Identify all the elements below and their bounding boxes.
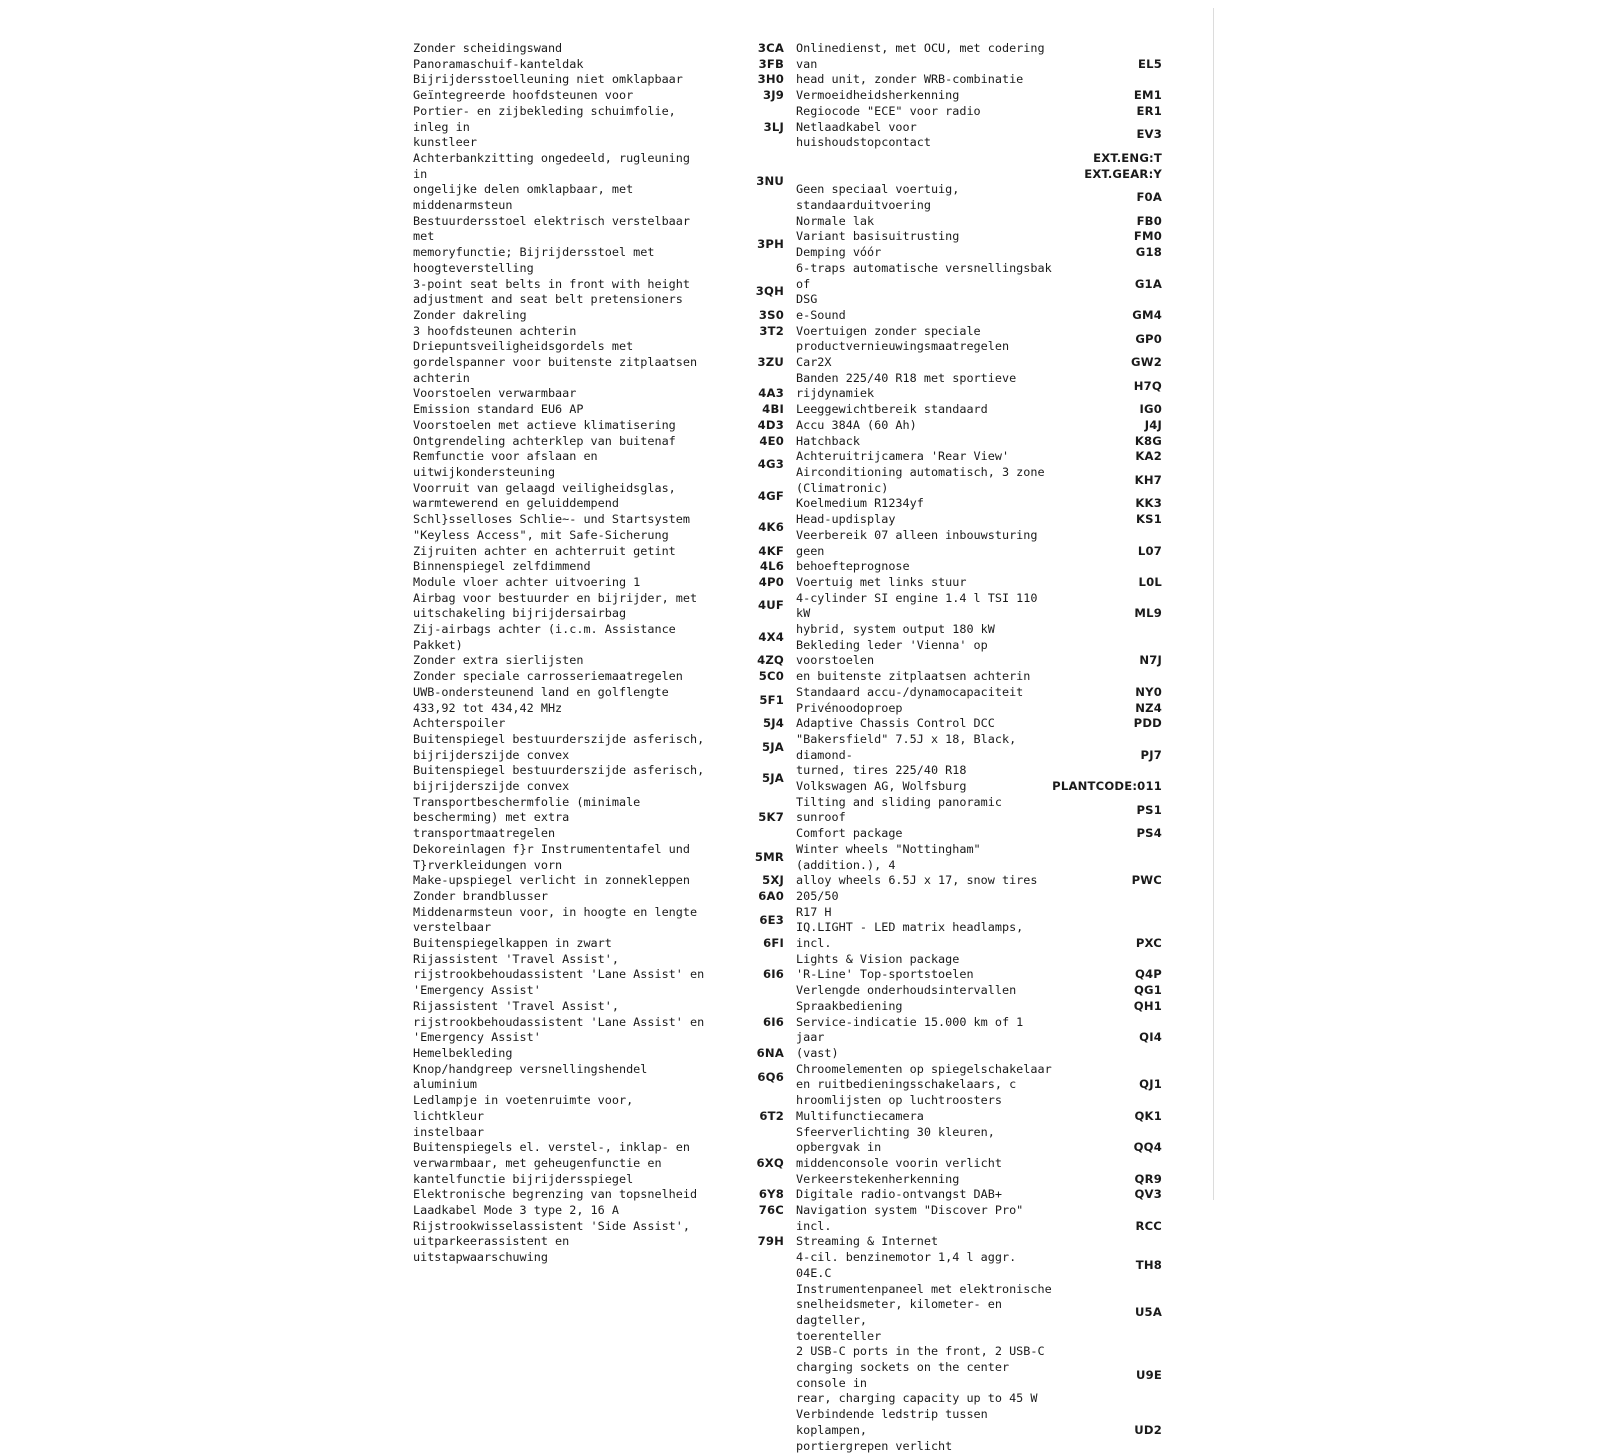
option-row bbox=[413, 386, 784, 402]
option-row bbox=[413, 795, 784, 842]
option-description: Zonder brandblusser bbox=[413, 888, 548, 903]
option-code: 6Y8 bbox=[758, 1187, 784, 1202]
option-code: ML9 bbox=[1134, 606, 1162, 621]
option-row bbox=[413, 104, 784, 151]
option-code: 79H bbox=[757, 1234, 784, 1249]
option-row bbox=[413, 277, 784, 308]
option-row bbox=[796, 402, 1162, 418]
option-row bbox=[413, 418, 784, 434]
option-code: 5MR bbox=[754, 849, 784, 864]
option-description: Winter wheels "Nottingham" (addition.), 4 alloy wheels 6.5J x 17, snow tires 205/50 R17 H bbox=[796, 841, 1038, 919]
option-row bbox=[796, 795, 1162, 826]
option-code: QV3 bbox=[1134, 1187, 1162, 1202]
option-code: 6NA bbox=[756, 1046, 784, 1060]
option-description: Spraakbediening bbox=[796, 998, 903, 1013]
option-code: 5K7 bbox=[758, 810, 784, 825]
option-description: Voorstoelen met actieve klimatisering bbox=[413, 417, 676, 432]
option-code: PLANTCODE:011 bbox=[1052, 779, 1162, 794]
option-row bbox=[413, 151, 784, 214]
option-description: Chroomelementen op spiegelschakelaar en ruitbedieningsschakelaars, c hroomlijsten op luchtroosters bbox=[796, 1061, 1052, 1108]
option-description: Knop/handgreep versnellingshendel aluminium bbox=[413, 1061, 648, 1092]
option-description: Voertuigen zonder speciale productvernieuwingsmaatregelen bbox=[796, 323, 1010, 354]
option-code: KK3 bbox=[1135, 496, 1162, 511]
option-code: KH7 bbox=[1134, 472, 1162, 487]
option-description: Make-upspiegel verlicht in zonnekleppen bbox=[413, 873, 690, 888]
option-description: Verlengde onderhoudsintervallen bbox=[796, 983, 1017, 998]
option-description: Veerbereik 07 alleen inbouwsturing geen behoefteprognose bbox=[796, 527, 1038, 574]
option-description: Bijrijdersstoelleuning niet omklapbaar bbox=[413, 72, 683, 87]
option-row bbox=[796, 1203, 1162, 1250]
option-code: 3LJ bbox=[763, 119, 784, 134]
option-description: Zonder dakreling bbox=[413, 307, 527, 322]
option-row bbox=[796, 1344, 1162, 1407]
option-code: 3PH bbox=[757, 237, 784, 252]
option-description: Voorstoelen verwarmbaar bbox=[413, 386, 577, 401]
option-description: Module vloer achter uitvoering 1 bbox=[413, 574, 641, 589]
option-code: 3H0 bbox=[757, 72, 784, 87]
option-code: 76C bbox=[758, 1203, 784, 1218]
option-code: IG0 bbox=[1139, 402, 1162, 417]
option-code: PS4 bbox=[1136, 826, 1162, 841]
option-description: Bekleding leder 'Vienna' op voorstoelen en buitenste zitplaatsen achterin bbox=[796, 637, 1031, 684]
option-description: Leeggewichtbereik standaard bbox=[796, 402, 988, 417]
option-description: Panoramaschuif-kanteldak bbox=[413, 56, 584, 71]
option-code: 3S0 bbox=[758, 307, 784, 322]
options-column-left bbox=[413, 41, 784, 1266]
option-code: 6FI bbox=[763, 936, 784, 951]
option-description: Geen speciaal voertuig, standaarduitvoering bbox=[796, 182, 960, 213]
option-code: 3QH bbox=[755, 284, 784, 299]
option-row bbox=[796, 465, 1162, 496]
option-code: 4A3 bbox=[758, 386, 784, 401]
option-row bbox=[413, 763, 784, 794]
option-description: Instrumentenpaneel met elektronische snelheidsmeter, kilometer- en dagteller, toerenteller bbox=[796, 1281, 1052, 1343]
option-row bbox=[796, 779, 1162, 795]
option-row bbox=[796, 701, 1162, 717]
option-code: GM4 bbox=[1132, 307, 1162, 322]
option-description: Voertuig met links stuur bbox=[796, 574, 967, 589]
option-row bbox=[413, 936, 784, 952]
option-description: Koelmedium R1234yf bbox=[796, 496, 924, 511]
option-code: EXT.ENG:T bbox=[1093, 150, 1162, 165]
option-row bbox=[796, 355, 1162, 371]
option-code: 3ZU bbox=[757, 355, 784, 370]
option-row bbox=[796, 1407, 1162, 1454]
option-code: 6I6 bbox=[762, 967, 784, 982]
option-row bbox=[796, 967, 1162, 983]
option-row bbox=[413, 481, 784, 512]
option-code: F0A bbox=[1136, 190, 1162, 205]
option-code: U9E bbox=[1135, 1367, 1162, 1382]
option-code: UD2 bbox=[1134, 1422, 1162, 1437]
option-row bbox=[413, 41, 784, 57]
option-code: EXT.GEAR:Y bbox=[1084, 166, 1162, 181]
option-row bbox=[413, 72, 784, 88]
option-code: G1A bbox=[1134, 276, 1162, 291]
option-description: 3-point seat belts in front with height adjustment and seat belt pretensioners bbox=[413, 276, 690, 307]
option-code: KS1 bbox=[1135, 512, 1162, 527]
option-description: Binnenspiegel zelfdimmend bbox=[413, 559, 591, 574]
option-row bbox=[413, 544, 784, 560]
option-description: Rijstrookwisselassistent 'Side Assist', uitparkeerassistent en uitstapwaarschuwing bbox=[413, 1218, 690, 1265]
option-row bbox=[796, 1015, 1162, 1062]
option-description: Verkeerstekenherkenning bbox=[796, 1171, 960, 1186]
option-code: U5A bbox=[1134, 1305, 1162, 1320]
option-description: Schl}sselloses Schlie~- und Startsystem "Keyless Access", mit Safe-Sicherung bbox=[413, 512, 690, 542]
option-row bbox=[796, 716, 1162, 732]
option-row bbox=[796, 434, 1162, 450]
option-code: 5XJ bbox=[762, 873, 784, 888]
option-description: Zij-airbags achter (i.c.m. Assistance Pakket) bbox=[413, 622, 676, 652]
option-code: NZ4 bbox=[1135, 700, 1162, 715]
option-description: Onlinedienst, met OCU, met codering van head unit, zonder WRB-combinatie bbox=[796, 41, 1045, 87]
option-description: Buitenspiegel bestuurderszijde asferisch, bijrijderszijde convex bbox=[413, 731, 705, 762]
option-code: FB0 bbox=[1136, 213, 1162, 228]
option-row bbox=[796, 182, 1162, 213]
option-description: Digitale radio-ontvangst DAB+ bbox=[796, 1187, 1002, 1202]
option-row bbox=[796, 449, 1162, 465]
option-code: QH1 bbox=[1133, 998, 1162, 1013]
option-row bbox=[413, 449, 784, 480]
option-row bbox=[413, 591, 784, 622]
option-code: 4KF bbox=[758, 543, 784, 558]
option-description: Driepuntsveiligheidsgordels met gordelspanner voor buitenste zitplaatsen achterin bbox=[413, 339, 698, 385]
option-code: 5JA bbox=[762, 739, 784, 754]
option-description: Elektronische begrenzing van topsnelheid bbox=[413, 1187, 698, 1202]
option-description: 6-traps automatische versnellingsbak of DSG bbox=[796, 260, 1052, 307]
option-description: 'R-Line' Top-sportstoelen bbox=[796, 967, 974, 982]
option-code: ER1 bbox=[1136, 103, 1162, 118]
option-description: Achteruitrijcamera 'Rear View' bbox=[796, 449, 1010, 464]
option-row bbox=[413, 732, 784, 763]
option-description: Zonder scheidingswand bbox=[413, 41, 563, 55]
option-description: Buitenspiegels el. verstel-, inklap- en verwarmbaar, met geheugenfunctie en kantelfunctie bijrijdersspiegel bbox=[413, 1140, 690, 1186]
option-code: 6T2 bbox=[759, 1108, 784, 1123]
option-code: FM0 bbox=[1133, 229, 1162, 244]
option-row bbox=[413, 402, 784, 418]
option-row bbox=[796, 418, 1162, 434]
option-code: QR9 bbox=[1134, 1171, 1162, 1186]
option-row bbox=[796, 591, 1162, 638]
option-description: Adaptive Chassis Control DCC bbox=[796, 716, 995, 731]
option-row bbox=[413, 512, 784, 543]
option-code: PS1 bbox=[1136, 802, 1162, 817]
option-row bbox=[796, 104, 1162, 120]
option-row bbox=[413, 716, 784, 732]
option-description: Zonder speciale carrosseriemaatregelen bbox=[413, 669, 683, 684]
option-description: Service-indicatie 15.000 km of 1 jaar (vast) bbox=[796, 1014, 1024, 1060]
option-code: 6XQ bbox=[756, 1155, 784, 1170]
option-row bbox=[413, 905, 784, 936]
option-row bbox=[413, 622, 784, 653]
option-code: J4J bbox=[1144, 417, 1162, 432]
option-row bbox=[413, 842, 784, 873]
option-description: Laadkabel Mode 3 type 2, 16 A bbox=[413, 1203, 619, 1218]
option-code: 4BI bbox=[762, 402, 784, 417]
option-row bbox=[796, 1250, 1162, 1281]
option-code: EL5 bbox=[1138, 56, 1162, 71]
option-row bbox=[413, 889, 784, 905]
option-row bbox=[796, 842, 1162, 921]
option-description: Geïntegreerde hoofdsteunen voor bbox=[413, 88, 634, 103]
option-row bbox=[413, 685, 784, 716]
option-code: 4K6 bbox=[758, 519, 784, 534]
option-row bbox=[796, 826, 1162, 842]
option-description: Remfunctie voor afslaan en uitwijkondersteuning bbox=[413, 449, 598, 479]
option-code: EV3 bbox=[1136, 127, 1162, 142]
option-description: Standaard accu-/dynamocapaciteit bbox=[796, 684, 1024, 699]
option-description: Achterbankzitting ongedeeld, rugleuning in ongelijke delen omklapbaar, met middenarmsteun bbox=[413, 150, 690, 213]
option-row bbox=[796, 120, 1162, 151]
option-description: Emission standard EU6 AP bbox=[413, 402, 584, 417]
option-row bbox=[796, 512, 1162, 528]
option-description: Volkswagen AG, Wolfsburg bbox=[796, 779, 967, 794]
option-description: Vermoeidheidsherkenning bbox=[796, 88, 960, 103]
option-row bbox=[796, 308, 1162, 324]
option-code: 6Q6 bbox=[757, 1069, 784, 1084]
option-description: Airbag voor bestuurder en bijrijder, met uitschakeling bijrijdersairbag bbox=[413, 590, 698, 621]
option-description: 4-cil. benzinemotor 1,4 l aggr. 04E.C bbox=[796, 1250, 1017, 1280]
option-row bbox=[796, 1282, 1162, 1345]
option-code: 3T2 bbox=[759, 323, 784, 338]
option-row bbox=[413, 873, 784, 889]
option-code: 4D3 bbox=[757, 417, 784, 432]
option-description: Hatchback bbox=[796, 433, 860, 448]
option-row bbox=[796, 88, 1162, 104]
option-code: 4UF bbox=[757, 598, 784, 613]
option-code: QK1 bbox=[1134, 1108, 1162, 1123]
option-code: RCC bbox=[1135, 1218, 1162, 1233]
option-code: 3NU bbox=[756, 174, 784, 189]
option-row bbox=[796, 167, 1162, 183]
option-code: 6E3 bbox=[759, 912, 784, 927]
option-description: Verbindende ledstrip tussen koplampen, portiergrepen verlicht bbox=[796, 1407, 988, 1453]
option-code: N7J bbox=[1139, 653, 1162, 668]
option-row bbox=[796, 528, 1162, 575]
option-description: Normale lak bbox=[796, 213, 875, 228]
option-row bbox=[796, 214, 1162, 230]
option-code: 4E0 bbox=[759, 433, 784, 448]
option-code: PXC bbox=[1135, 936, 1162, 951]
option-row bbox=[796, 1172, 1162, 1188]
option-description: Ledlampje in voetenruimte voor, lichtkleur instelbaar bbox=[413, 1093, 634, 1139]
option-code: QI4 bbox=[1139, 1030, 1162, 1045]
option-description: Rijassistent 'Travel Assist', rijstrookbehoudassistent 'Lane Assist' en 'Emergency Assist' bbox=[413, 998, 705, 1045]
option-code: L0L bbox=[1138, 574, 1162, 589]
option-code: 4ZQ bbox=[757, 653, 784, 668]
option-description: Tilting and sliding panoramic sunroof bbox=[796, 794, 1002, 825]
option-description: Regiocode "ECE" voor radio bbox=[796, 103, 981, 118]
option-description: Sfeerverlichting 30 kleuren, opbergvak in middenconsole voorin verlicht bbox=[796, 1124, 1002, 1170]
option-description: Variant basisuitrusting bbox=[796, 229, 960, 244]
option-description: 4-cylinder SI engine 1.4 l TSI 110 kW hybrid, system output 180 kW bbox=[796, 590, 1038, 637]
option-row bbox=[413, 1140, 784, 1187]
option-row bbox=[413, 1046, 784, 1062]
option-description: Banden 225/40 R18 met sportieve rijdynamiek bbox=[796, 370, 1017, 401]
option-description: Navigation system "Discover Pro" incl. Streaming & Internet bbox=[796, 1203, 1024, 1249]
option-row bbox=[413, 1203, 784, 1219]
option-row bbox=[796, 151, 1162, 167]
option-code: Q4P bbox=[1134, 967, 1162, 982]
option-row bbox=[796, 638, 1162, 685]
option-description: 3 hoofdsteunen achterin bbox=[413, 323, 577, 338]
option-description: Accu 384A (60 Ah) bbox=[796, 417, 917, 432]
option-code: EM1 bbox=[1133, 88, 1162, 103]
option-row bbox=[796, 685, 1162, 701]
option-row bbox=[796, 999, 1162, 1015]
option-code: 3CA bbox=[757, 41, 784, 55]
option-code: H7Q bbox=[1133, 378, 1162, 393]
option-description: Multifunctiecamera bbox=[796, 1108, 924, 1123]
option-description: Buitenspiegel bestuurderszijde asferisch, bijrijderszijde convex bbox=[413, 763, 705, 794]
option-code: PDD bbox=[1133, 716, 1162, 731]
option-row bbox=[796, 1109, 1162, 1125]
option-row bbox=[796, 245, 1162, 261]
option-code: 6A0 bbox=[758, 888, 784, 903]
option-description: Comfort package bbox=[796, 826, 903, 841]
option-row bbox=[413, 952, 784, 999]
option-row bbox=[796, 261, 1162, 308]
page-edge-line bbox=[1213, 8, 1214, 1200]
option-code: 5C0 bbox=[758, 669, 784, 684]
option-code: 4P0 bbox=[758, 574, 784, 589]
option-row bbox=[796, 496, 1162, 512]
option-row bbox=[413, 669, 784, 685]
option-row bbox=[796, 983, 1162, 999]
option-description: UWB-ondersteunend land en golflengte 433,92 tot 434,42 MHz bbox=[413, 684, 669, 715]
option-row bbox=[796, 1125, 1162, 1172]
option-description: IQ.LIGHT - LED matrix headlamps, incl. Lights & Vision package bbox=[796, 920, 1024, 966]
option-row bbox=[796, 575, 1162, 591]
option-row bbox=[796, 229, 1162, 245]
option-description: "Bakersfield" 7.5J x 18, Black, diamond- turned, tires 225/40 R18 bbox=[796, 731, 1017, 778]
option-code: QG1 bbox=[1133, 983, 1162, 998]
option-row bbox=[796, 1187, 1162, 1203]
option-description: Zonder extra sierlijsten bbox=[413, 653, 584, 668]
option-row bbox=[796, 920, 1162, 967]
option-description: Transportbeschermfolie (minimale bescherming) met extra transportmaatregelen bbox=[413, 794, 641, 841]
option-description: Hemelbekleding bbox=[413, 1046, 513, 1060]
option-code: 6I6 bbox=[762, 1014, 784, 1029]
option-description: Rijassistent 'Travel Assist', rijstrookbehoudassistent 'Lane Assist' en 'Emergency Assist' bbox=[413, 951, 705, 998]
option-code: L07 bbox=[1137, 543, 1162, 558]
option-row bbox=[413, 308, 784, 324]
option-row bbox=[413, 999, 784, 1046]
option-code: 4GF bbox=[757, 488, 784, 503]
option-description: Airconditioning automatisch, 3 zone (Climatronic) bbox=[796, 464, 1045, 495]
option-description: Buitenspiegelkappen in zwart bbox=[413, 936, 612, 951]
option-code: 3J9 bbox=[762, 88, 784, 103]
option-description: Zijruiten achter en achterruit getint bbox=[413, 543, 676, 558]
option-row bbox=[413, 324, 784, 340]
option-description: Achterspoiler bbox=[413, 716, 506, 731]
option-row bbox=[413, 653, 784, 669]
option-code: 4G3 bbox=[757, 457, 784, 472]
option-description: 2 USB-C ports in the front, 2 USB-C charging sockets on the center console in rear, charging capacity up to 45 W bbox=[796, 1344, 1045, 1406]
option-description: Demping vóór bbox=[796, 245, 882, 260]
option-description: e-Sound bbox=[796, 307, 846, 322]
option-row bbox=[413, 214, 784, 277]
option-code: 5JA bbox=[762, 771, 784, 786]
option-code: 5F1 bbox=[759, 692, 784, 707]
option-description: Netlaadkabel voor huishoudstopcontact bbox=[796, 119, 931, 150]
option-row bbox=[413, 57, 784, 73]
option-row bbox=[413, 88, 784, 104]
option-description: Dekoreinlagen f}r Instrumententafel und T}rverkleidungen vorn bbox=[413, 841, 690, 872]
option-row bbox=[796, 732, 1162, 779]
options-column-right bbox=[796, 41, 1162, 1454]
option-code: PJ7 bbox=[1140, 747, 1162, 762]
option-code: K8G bbox=[1134, 433, 1162, 448]
option-description: Voorruit van gelaagd veiligheidsglas, warmtewerend en geluiddempend bbox=[413, 480, 676, 511]
option-code: G18 bbox=[1135, 245, 1162, 260]
option-code: 4L6 bbox=[759, 559, 784, 574]
option-description: Portier- en zijbekleding schuimfolie, inleg in kunstleer bbox=[413, 103, 676, 150]
option-row bbox=[796, 371, 1162, 402]
option-row bbox=[796, 324, 1162, 355]
option-code: TH8 bbox=[1135, 1257, 1162, 1272]
option-code: 3FB bbox=[758, 56, 784, 71]
option-description: Car2X bbox=[796, 355, 832, 370]
option-row bbox=[413, 1062, 784, 1093]
option-code: NY0 bbox=[1135, 684, 1162, 699]
option-row bbox=[413, 339, 784, 386]
option-code: 4X4 bbox=[758, 629, 784, 644]
option-row bbox=[413, 575, 784, 591]
option-code: GW2 bbox=[1131, 355, 1162, 370]
option-row bbox=[796, 41, 1162, 88]
option-code: KA2 bbox=[1135, 449, 1162, 464]
option-row bbox=[413, 1219, 784, 1266]
option-row bbox=[413, 1093, 784, 1140]
option-row bbox=[796, 1062, 1162, 1109]
option-code: PWC bbox=[1131, 873, 1162, 888]
option-row bbox=[413, 434, 784, 450]
option-description: Bestuurdersstoel elektrisch verstelbaar met memoryfunctie; Bijrijdersstoel met hoogteverstelling bbox=[413, 213, 690, 275]
option-description: Middenarmsteun voor, in hoogte en lengte verstelbaar bbox=[413, 904, 698, 935]
option-description: Privénoodoproep bbox=[796, 700, 903, 715]
option-code: QJ1 bbox=[1139, 1077, 1162, 1092]
option-code: QQ4 bbox=[1133, 1140, 1162, 1155]
option-row bbox=[413, 1187, 784, 1203]
option-description: Ontgrendeling achterklep van buitenaf bbox=[413, 433, 676, 448]
option-code: 5J4 bbox=[762, 716, 784, 731]
option-row bbox=[413, 559, 784, 575]
option-code: GP0 bbox=[1135, 331, 1162, 346]
option-description: Head-updisplay bbox=[796, 512, 896, 527]
